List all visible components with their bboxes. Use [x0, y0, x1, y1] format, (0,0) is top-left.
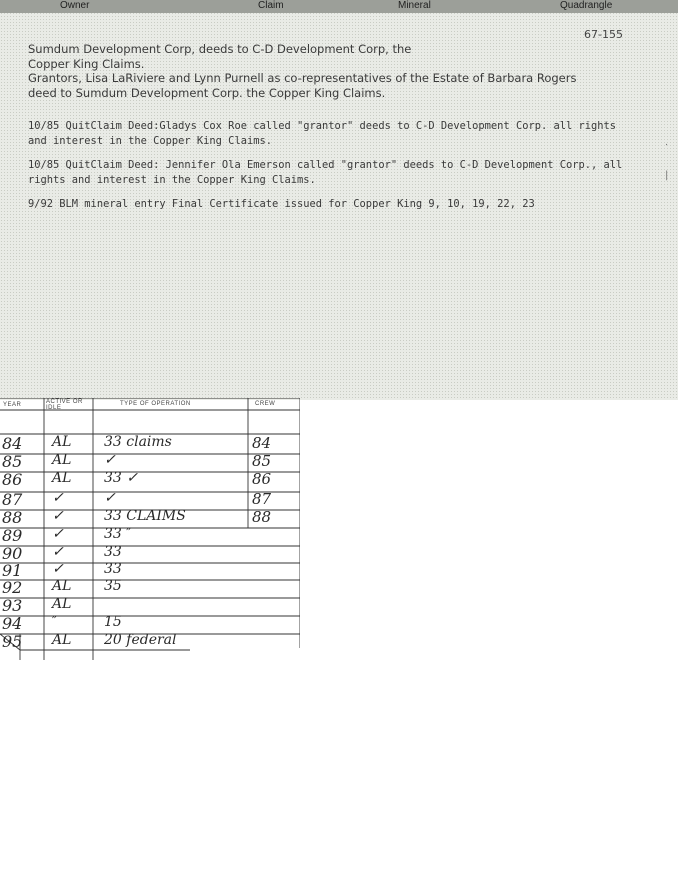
card-number: 67-155 — [584, 28, 623, 41]
form-row-status: AL — [52, 578, 72, 594]
header-mineral: Mineral — [398, 0, 431, 11]
form-row-year: 90 — [2, 544, 23, 563]
form-header-year: YEAR — [3, 402, 22, 408]
form-row-crew: 86 — [252, 470, 272, 488]
form-row-status: AL — [52, 452, 72, 468]
header-claim: Claim — [258, 0, 284, 11]
entry-2: Grantors, Lisa LaRiviere and Lynn Purnell as co-representatives of the Estate of Barbara Rogers deed to Sumdum Development Corp. the Copper King Claims. — [28, 71, 577, 100]
entry-5: 9/92 BLM mineral entry Final Certificate issued for Copper King 9, 10, 19, 22, 23 — [28, 198, 535, 210]
margin-mark-icon: | — [665, 170, 669, 181]
form-row-operation: 15 — [104, 614, 122, 630]
form-row-crew: 85 — [252, 452, 272, 470]
activity-form — [0, 398, 300, 660]
form-row-status: ✓ — [52, 526, 64, 542]
entry-1: Sumdum Development Corp, deeds to C-D Development Corp, the Copper King Claims. — [28, 42, 412, 71]
form-row-year: 88 — [2, 508, 23, 527]
form-row-year: 84 — [2, 434, 23, 453]
entry-4: 10/85 QuitClaim Deed: Jennifer Ola Emerson called "grantor" deeds to C-D Development Corp., all rights and interest in the Copper King Claims. — [28, 159, 623, 186]
form-row-crew: 87 — [252, 490, 272, 508]
margin-mark-icon: ⋅ — [665, 140, 669, 151]
form-row-operation: 20 federal — [104, 632, 177, 648]
form-row-status: ✓ — [52, 561, 64, 577]
form-row-status: ✓ — [52, 490, 64, 506]
form-row-status: AL — [52, 632, 72, 648]
form-row-year: 87 — [2, 490, 23, 509]
form-header-active-or-idle: ACTIVE OR IDLE — [46, 399, 83, 411]
form-row-status: AL — [52, 434, 72, 450]
form-row-status: AL — [52, 596, 72, 612]
form-row-crew: 84 — [252, 434, 272, 452]
entry-3: 10/85 QuitClaim Deed:Gladys Cox Roe called "grantor" deeds to C-D Development Corp. all rights and interest in the Copper King Claims. — [28, 120, 617, 147]
form-row-operation: 33 — [104, 561, 122, 577]
form-row-operation: 33 ″ — [104, 526, 132, 542]
form-row-status: AL — [52, 470, 72, 486]
form-row-operation: ✓ — [104, 452, 116, 468]
mineral-record-card — [0, 0, 678, 400]
form-row-operation: 33 claims — [104, 434, 172, 450]
form-row-crew: 88 — [252, 508, 272, 526]
form-row-operation: 33 CLAIMS — [104, 508, 186, 524]
card-header-bar — [0, 0, 678, 13]
form-row-year: 94 — [2, 614, 23, 633]
form-header-crew: CREW — [255, 401, 276, 407]
form-row-status: ″ — [52, 614, 58, 630]
form-row-status: ✓ — [52, 508, 64, 524]
form-row-status: ✓ — [52, 544, 64, 560]
form-row-operation: 35 — [104, 578, 122, 594]
form-row-year: 93 — [2, 596, 23, 615]
header-quadrangle: Quadrangle — [560, 0, 613, 11]
form-row-year: 89 — [2, 526, 23, 545]
form-row-year: 85 — [2, 452, 23, 471]
form-row-year: 91 — [2, 561, 23, 580]
form-row-operation: 33 — [104, 544, 122, 560]
form-row-operation: ✓ — [104, 490, 116, 506]
form-row-year: 86 — [2, 470, 23, 489]
form-row-operation: 33 ✓ — [104, 470, 138, 486]
form-row-year: 92 — [2, 578, 23, 597]
form-header-type-of-operation: TYPE OF OPERATION — [120, 401, 191, 407]
header-owner: Owner — [60, 0, 90, 11]
form-row-year: 95 — [2, 632, 23, 651]
